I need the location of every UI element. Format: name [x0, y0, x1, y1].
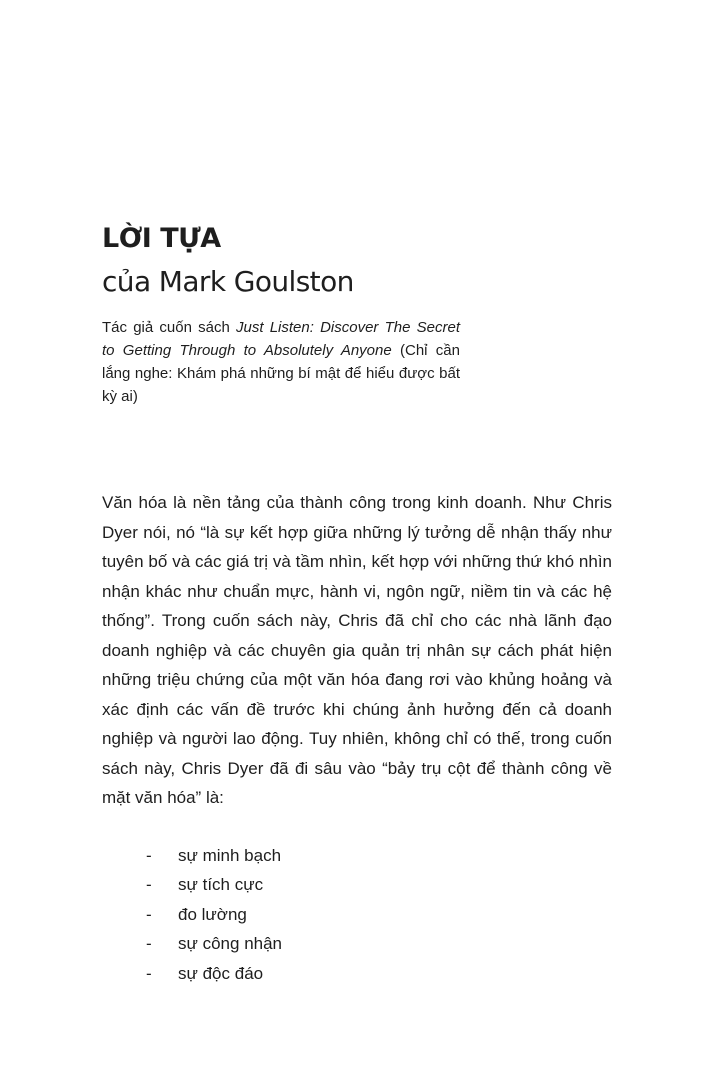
- bullet-dash: -: [146, 963, 152, 983]
- list-item: [146, 841, 282, 870]
- author-book-translation: (Chỉ cần lắng nghe: Khám phá những bí mật để hiểu được bất kỳ ai): [102, 342, 460, 405]
- bullet-dash: -: [146, 846, 152, 865]
- list-item-text: sự độc đáo: [178, 963, 264, 983]
- list-item-text: sự công nhận: [178, 934, 283, 954]
- author-note: [102, 316, 460, 408]
- foreword-subtitle: của Mark Goulston: [102, 265, 354, 298]
- bullet-dash: -: [146, 904, 152, 924]
- list-item: [146, 900, 282, 929]
- list-item-text: sự minh bạch: [178, 846, 282, 865]
- author-book-title: Just Listen: Discover The Secret to Getting Through to Absolutely Anyone: [102, 319, 461, 359]
- pillars-list: [146, 841, 282, 988]
- list-item: [146, 959, 282, 988]
- author-note-prefix: Tác giả cuốn sách: [102, 319, 236, 336]
- foreword-title: LỜI TỰA: [102, 223, 221, 254]
- list-item: [146, 929, 282, 958]
- list-item: [146, 870, 282, 899]
- body-paragraph: Văn hóa là nền tảng của thành công trong kinh doanh. Như Chris Dyer nói, nó “là sự kết hợp giữa những lý tưởng dễ nhận thấy như tuyên bố và các giá trị và tầm nhìn, kết hợp với những thứ khó nhìn nhận khác như chuẩn mực, hành vi, ngôn ngữ, niềm tin và các hệ thống”. Trong cuốn sách này, Chris đã chỉ cho các nhà lãnh đạo doanh nghiệp và các chuyên gia quản trị nhân sự cách phát hiện những triệu chứng của một văn hóa đang rơi vào khủng hoảng và xác định các vấn đề trước khi chúng ảnh hưởng đến cả doanh nghiệp và người lao động. Tuy nhiên, không chỉ có thế, trong cuốn sách này, Chris Dyer đã đi sâu vào “bảy trụ cột để thành công về mặt văn hóa” là:: [102, 493, 612, 807]
- bullet-dash: -: [146, 934, 152, 954]
- list-item-text: sự tích cực: [178, 875, 264, 895]
- bullet-dash: -: [146, 875, 152, 895]
- list-item-text: đo lường: [178, 904, 247, 924]
